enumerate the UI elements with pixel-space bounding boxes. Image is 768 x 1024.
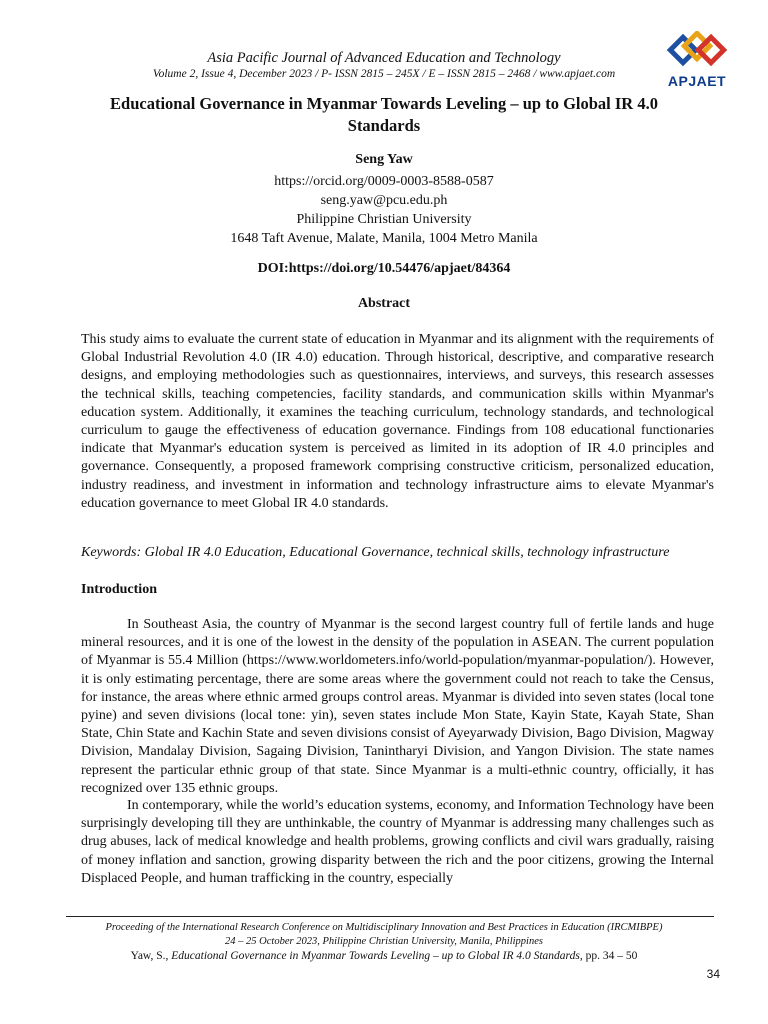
citation-author: Yaw, S.,: [130, 950, 172, 962]
abstract-heading: Abstract: [357, 296, 411, 311]
doi-link[interactable]: DOI:https://doi.org/10.54476/apjaet/84364: [257, 261, 511, 276]
footer-divider: [66, 916, 714, 917]
keywords: Keywords: Global IR 4.0 Education, Educational Governance, technical skills, technology infrastructure: [81, 545, 670, 560]
intro-paragraph-2: In contemporary, while the world’s education systems, economy, and Information Technology have been surprisingly developing till they are unthinkable, the country of Myanmar is addressing many challenges such as drug abuses, lack of medical knowledge and health problems, growing conflicts and civil wars gradually, raising of money inflation and sanction, growing disparity between the rich and the poor citizens, growing the Internal Displaced People, and human trafficking in the country, especially: [81, 798, 714, 886]
journal-name: Asia Pacific Journal of Advanced Education and Technology: [207, 50, 561, 66]
abstract-text: This study aims to evaluate the current state of education in Myanmar and its alignment with the requirements of Global Industrial Revolution 4.0 (IR 4.0) education. Through historical, descriptive, and comparative research designs, and employing methodologies such as questionnaires, interviews, and surveys, this research assesses the technical skills, teaching competencies, facility standards, and communication skills within Myanmar's education system. Additionally, it examines the teaching curriculum, technology standards, and technological curriculum to gauge the effectiveness of education governance. Findings from 108 educational functionaries indicate that Myanmar's education system is perceived as limited in its adoption of IR 4.0 principles and governance. Consequently, a proposed framework comprising constructive criticism, personalized education, industry readiness, and investment in information and technology infrastructure aims to elevate Myanmar's education governance to meet Global IR 4.0 standards.: [81, 332, 714, 511]
intro-paragraph-1: In Southeast Asia, the country of Myanmar is the second largest country full of fertile lands and huge mineral resources, and it is one of the lowest in the density of the population in ASEAN. The current population of Myanmar is 55.4 Million (https://www.worldometers.info/world-population/myanmar-population/). However, it is only estimating percentage, there are some areas where the government could not reach to take the Census, for instance, the areas where ethnic armed groups control areas. Myanmar is divided into seven states (local tone pyine) and seven divisions (local tone: yin), seven states include Mon State, Kayin State, Kayah State, Shan State, Chin State and Kachin State and seven divisions consist of Ayeyarwady Division, Bago Division, Magway Division, Mandalay Division, Sagaing Division, Tanintharyi Division, and Yangon Division. The state names represent the particular ethnic group of that state. Since Myanmar is a multi-ethnic country, officially, it has recognized over 135 ethnic groups.: [81, 617, 714, 796]
author-email[interactable]: seng.yaw@pcu.edu.ph: [320, 193, 448, 208]
introduction-heading: Introduction: [81, 582, 157, 597]
logo-mark-icon: [662, 31, 732, 75]
author-info: [0, 172, 768, 248]
citation-title: Educational Governance in Myanmar Towards Leveling – up to Global IR 4.0 Standards: [171, 950, 580, 962]
footer-dates: 24 – 25 October 2023, Philippine Christian University, Manila, Philippines: [225, 936, 543, 947]
apjaet-logo: [662, 31, 732, 89]
journal-meta: Volume 2, Issue 4, December 2023 / P- ISSN 2815 – 245X / E – ISSN 2815 – 2468 / www.apjaet.com: [152, 68, 616, 80]
footer-citation: [0, 950, 768, 962]
institution-address: 1648 Taft Avenue, Malate, Manila, 1004 Metro Manila: [230, 231, 538, 246]
orcid-link[interactable]: https://orcid.org/0009-0003-8588-0587: [274, 174, 494, 189]
citation-pages: , pp. 34 – 50: [579, 950, 638, 962]
paper-title: Educational Governance in Myanmar Towards Leveling – up to Global IR 4.0 Standards: [110, 94, 658, 135]
page-number: 34: [706, 967, 720, 981]
logo-text: APJAET: [667, 73, 727, 89]
institution: Philippine Christian University: [296, 212, 472, 227]
author-name: Seng Yaw: [355, 152, 413, 167]
footer-conference: Proceeding of the International Research Conference on Multidisciplinary Innovation and Best Practices in Education (IRCMIBPE): [105, 922, 663, 933]
